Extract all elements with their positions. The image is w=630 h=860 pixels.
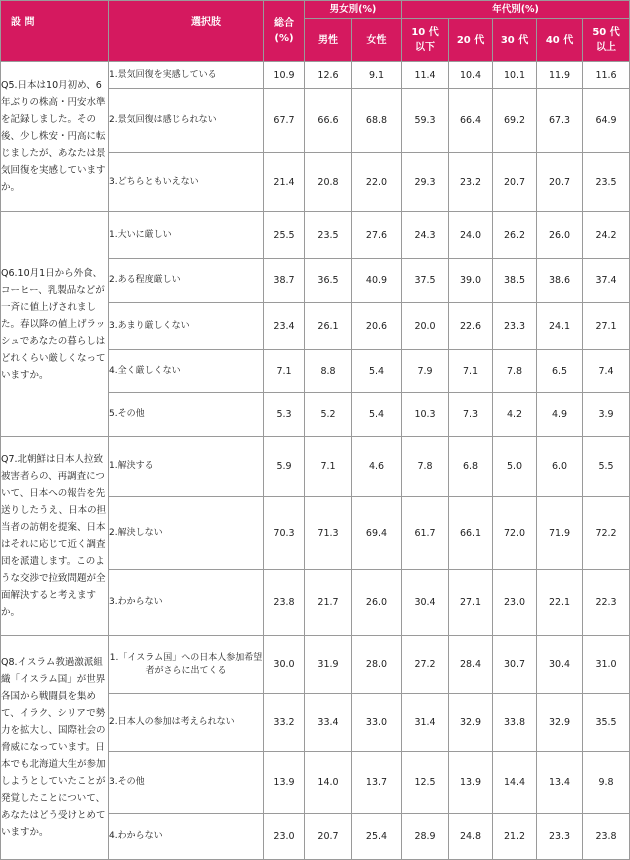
value-cell: 69.2 (493, 89, 537, 153)
age30-header: 30 代 (493, 19, 537, 62)
value-cell: 10.3 (402, 393, 449, 437)
value-cell: 6.0 (537, 437, 583, 497)
age50-header-line2: 以上 (596, 42, 617, 53)
option-label: 3.わからない (109, 570, 264, 636)
value-cell: 10.4 (449, 62, 493, 89)
value-cell: 7.1 (305, 437, 352, 497)
value-cell: 11.9 (537, 62, 583, 89)
question-header-label: 設 問 (11, 17, 35, 28)
value-cell: 14.4 (493, 752, 537, 814)
question-text: Q8.イスラム教過激派組織「イスラム国」が世界各国から戦闘員を集めて、イラク、シリアで勢力を拡大し、国際社会の脅威になっています。日本でも北海道大生が参加しようとしていたことが発覚したことについて、あなたはどう受けとめていますか。 (1, 636, 109, 860)
value-cell: 59.3 (402, 89, 449, 153)
value-cell: 72.2 (583, 497, 630, 570)
male-header: 男性 (305, 19, 352, 62)
value-cell: 40.9 (352, 259, 402, 303)
value-cell: 4.2 (493, 393, 537, 437)
value-cell: 38.7 (264, 259, 305, 303)
value-cell: 33.8 (493, 694, 537, 752)
value-cell: 5.0 (493, 437, 537, 497)
value-cell: 5.4 (352, 393, 402, 437)
value-cell: 11.4 (402, 62, 449, 89)
question-text: Q7.北朝鮮は日本人拉致被害者らの、再調査について、日本への報告を先送りしたうえ、日本の担当者の訪朝を提案、日本はそれに応じて近く調査団を派遣します。このような交渉で拉致問題が全面解決すると考えますか。 (1, 437, 109, 636)
value-cell: 70.3 (264, 497, 305, 570)
value-cell: 24.1 (537, 303, 583, 350)
value-cell: 27.6 (352, 212, 402, 259)
value-cell: 30.4 (402, 570, 449, 636)
value-cell: 32.9 (449, 694, 493, 752)
value-cell: 29.3 (402, 153, 449, 212)
value-cell: 67.7 (264, 89, 305, 153)
option-label: 5.その他 (109, 393, 264, 437)
value-cell: 20.7 (305, 814, 352, 860)
value-cell: 66.1 (449, 497, 493, 570)
option-label: 1.解決する (109, 437, 264, 497)
value-cell: 21.7 (305, 570, 352, 636)
value-cell: 23.0 (493, 570, 537, 636)
value-cell: 33.0 (352, 694, 402, 752)
value-cell: 28.0 (352, 636, 402, 694)
value-cell: 61.7 (402, 497, 449, 570)
value-cell: 10.9 (264, 62, 305, 89)
value-cell: 31.9 (305, 636, 352, 694)
value-cell: 25.5 (264, 212, 305, 259)
value-cell: 22.1 (537, 570, 583, 636)
option-label: 3.あまり厳しくない (109, 303, 264, 350)
value-cell: 4.9 (537, 393, 583, 437)
value-cell: 23.0 (264, 814, 305, 860)
value-cell: 4.6 (352, 437, 402, 497)
age10-header-line2: 以下 (415, 42, 436, 53)
value-cell: 9.8 (583, 752, 630, 814)
value-cell: 28.4 (449, 636, 493, 694)
option-label: 2.日本人の参加は考えられない (109, 694, 264, 752)
value-cell: 20.7 (537, 153, 583, 212)
value-cell: 7.8 (493, 350, 537, 393)
table-row (1, 62, 630, 89)
value-cell: 20.0 (402, 303, 449, 350)
value-cell: 69.4 (352, 497, 402, 570)
value-cell: 31.0 (583, 636, 630, 694)
value-cell: 26.0 (352, 570, 402, 636)
value-cell: 23.8 (264, 570, 305, 636)
value-cell: 71.9 (537, 497, 583, 570)
total-header-line2: (%) (274, 33, 294, 44)
option-label: 2.解決しない (109, 497, 264, 570)
option-label: 4.全く厳しくない (109, 350, 264, 393)
age50-header (583, 19, 630, 62)
value-cell: 5.4 (352, 350, 402, 393)
question-text: Q6.10月1日から外食、コーヒー、乳製品などが一斉に値上げされました。春以降の値上げラッシュであなたの暮らしはどれくらい厳しくなっていますか。 (1, 212, 109, 437)
value-cell: 11.6 (583, 62, 630, 89)
value-cell: 13.7 (352, 752, 402, 814)
value-cell: 9.1 (352, 62, 402, 89)
value-cell: 21.4 (264, 153, 305, 212)
value-cell: 14.0 (305, 752, 352, 814)
option-label: 2.景気回復は感じられない (109, 89, 264, 153)
value-cell: 10.1 (493, 62, 537, 89)
age50-header-line1: 50 代 (592, 27, 620, 38)
value-cell: 22.0 (352, 153, 402, 212)
female-header: 女性 (352, 19, 402, 62)
value-cell: 26.1 (305, 303, 352, 350)
value-cell: 22.6 (449, 303, 493, 350)
value-cell: 33.4 (305, 694, 352, 752)
question-header (1, 1, 109, 62)
value-cell: 28.9 (402, 814, 449, 860)
value-cell: 20.6 (352, 303, 402, 350)
value-cell: 7.8 (402, 437, 449, 497)
option-label: 1.大いに厳しい (109, 212, 264, 259)
value-cell: 24.0 (449, 212, 493, 259)
value-cell: 7.9 (402, 350, 449, 393)
gender-group-header: 男女別(%) (305, 1, 402, 19)
survey-body (1, 62, 630, 860)
value-cell: 6.5 (537, 350, 583, 393)
value-cell: 68.8 (352, 89, 402, 153)
option-label: 3.どちらともいえない (109, 153, 264, 212)
table-row (1, 636, 630, 694)
value-cell: 7.1 (264, 350, 305, 393)
value-cell: 36.5 (305, 259, 352, 303)
value-cell: 39.0 (449, 259, 493, 303)
value-cell: 30.7 (493, 636, 537, 694)
total-header-line1: 総合 (274, 18, 294, 29)
value-cell: 21.2 (493, 814, 537, 860)
age10-header-line1: 10 代 (411, 27, 439, 38)
total-header (264, 1, 305, 62)
value-cell: 7.1 (449, 350, 493, 393)
value-cell: 30.0 (264, 636, 305, 694)
table-row (1, 437, 630, 497)
value-cell: 24.3 (402, 212, 449, 259)
value-cell: 66.6 (305, 89, 352, 153)
value-cell: 30.4 (537, 636, 583, 694)
question-text: Q5.日本は10月初め、6年ぶりの株高・円安水準を記録しました。その後、少し株安・円高に転じましたが、あなたは景気回復を実感していますか。 (1, 62, 109, 212)
options-header (109, 1, 264, 62)
value-cell: 12.6 (305, 62, 352, 89)
value-cell: 64.9 (583, 89, 630, 153)
value-cell: 13.4 (537, 752, 583, 814)
age10-header (402, 19, 449, 62)
option-label: 2.ある程度厳しい (109, 259, 264, 303)
value-cell: 23.8 (583, 814, 630, 860)
value-cell: 38.6 (537, 259, 583, 303)
value-cell: 37.4 (583, 259, 630, 303)
value-cell: 23.5 (305, 212, 352, 259)
value-cell: 7.4 (583, 350, 630, 393)
value-cell: 13.9 (264, 752, 305, 814)
value-cell: 32.9 (537, 694, 583, 752)
value-cell: 25.4 (352, 814, 402, 860)
value-cell: 13.9 (449, 752, 493, 814)
value-cell: 66.4 (449, 89, 493, 153)
options-header-label: 選択肢 (191, 17, 221, 28)
value-cell: 24.2 (583, 212, 630, 259)
age20-header: 20 代 (449, 19, 493, 62)
value-cell: 38.5 (493, 259, 537, 303)
value-cell: 26.2 (493, 212, 537, 259)
value-cell: 22.3 (583, 570, 630, 636)
value-cell: 27.2 (402, 636, 449, 694)
value-cell: 23.2 (449, 153, 493, 212)
value-cell: 5.2 (305, 393, 352, 437)
value-cell: 6.8 (449, 437, 493, 497)
value-cell: 23.3 (493, 303, 537, 350)
value-cell: 23.4 (264, 303, 305, 350)
value-cell: 35.5 (583, 694, 630, 752)
value-cell: 67.3 (537, 89, 583, 153)
table-row (1, 212, 630, 259)
value-cell: 12.5 (402, 752, 449, 814)
value-cell: 23.3 (537, 814, 583, 860)
value-cell: 3.9 (583, 393, 630, 437)
value-cell: 8.8 (305, 350, 352, 393)
value-cell: 27.1 (449, 570, 493, 636)
value-cell: 23.5 (583, 153, 630, 212)
value-cell: 33.2 (264, 694, 305, 752)
value-cell: 72.0 (493, 497, 537, 570)
option-label: 1.「イスラム国」への日本人参加希望者がさらに出てくる (109, 636, 264, 694)
value-cell: 20.7 (493, 153, 537, 212)
value-cell: 37.5 (402, 259, 449, 303)
age-group-header: 年代別(%) (402, 1, 630, 19)
value-cell: 7.3 (449, 393, 493, 437)
option-label: 4.わからない (109, 814, 264, 860)
value-cell: 26.0 (537, 212, 583, 259)
value-cell: 5.3 (264, 393, 305, 437)
value-cell: 24.8 (449, 814, 493, 860)
value-cell: 71.3 (305, 497, 352, 570)
value-cell: 5.5 (583, 437, 630, 497)
option-label: 1.景気回復を実感している (109, 62, 264, 89)
value-cell: 20.8 (305, 153, 352, 212)
age40-header: 40 代 (537, 19, 583, 62)
value-cell: 31.4 (402, 694, 449, 752)
value-cell: 27.1 (583, 303, 630, 350)
value-cell: 5.9 (264, 437, 305, 497)
option-label: 3.その他 (109, 752, 264, 814)
